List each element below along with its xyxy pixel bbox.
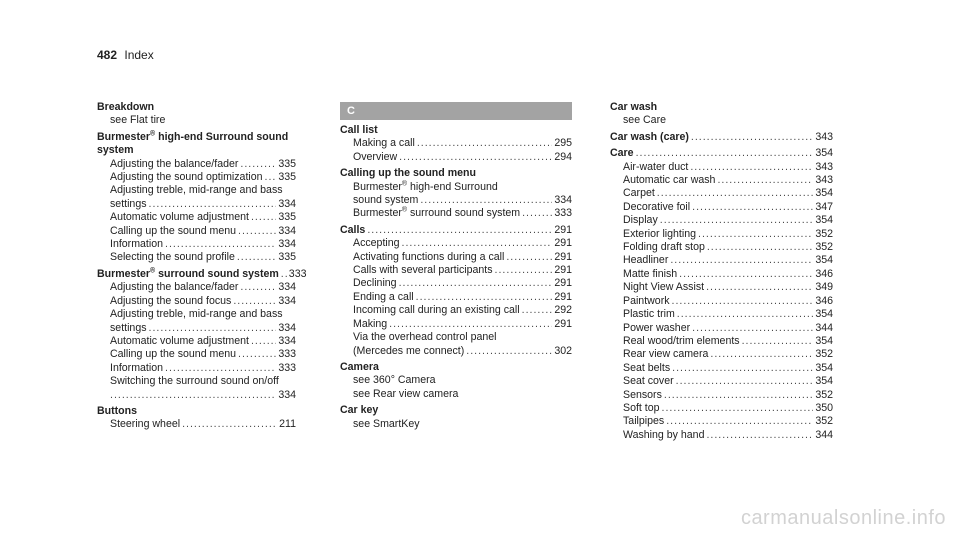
sub-entry[interactable]: Incoming call during an existing call ..... 292 xyxy=(340,304,572,317)
page-ref: 354 xyxy=(815,214,833,227)
sub-entry[interactable]: sound system ..... 334 xyxy=(340,194,572,207)
index-entry-calling-sound-menu xyxy=(340,167,572,221)
sub-entry[interactable]: Folding draft stop ..... 352 xyxy=(610,241,833,254)
page-ref: 291 xyxy=(554,317,572,330)
entry-heading: Call list xyxy=(340,124,378,136)
index-entry-buttons xyxy=(97,405,296,432)
index-entry-call-list xyxy=(340,124,572,164)
page-ref: 302 xyxy=(554,344,572,357)
page-ref: 333 xyxy=(278,361,296,374)
index-entry-camera xyxy=(340,361,572,401)
page-ref: 211 xyxy=(279,418,296,431)
sub-entry[interactable]: (Mercedes me connect) ..... 302 xyxy=(340,345,572,358)
page-ref: 349 xyxy=(815,281,833,294)
page-ref: 335 xyxy=(278,211,296,224)
entry-heading: Burmester® high-end Surround sound xyxy=(97,130,289,143)
sub-entry[interactable]: Ending a call ..... 291 xyxy=(340,291,572,304)
sub-entry[interactable]: Plastic trim ..... 354 xyxy=(610,308,833,321)
sub-entry[interactable]: Real wood/trim elements ..... 354 xyxy=(610,335,833,348)
index-entry-car-wash-care xyxy=(610,131,833,144)
page-ref: 334 xyxy=(278,334,296,347)
sub-entry[interactable]: Sensors ..... 352 xyxy=(610,389,833,402)
sub-entry[interactable]: settings ..... 334 xyxy=(97,322,296,335)
page-number: 482 xyxy=(97,48,118,62)
page-ref: 295 xyxy=(554,137,572,150)
page-ref: 294 xyxy=(554,150,572,163)
registered-mark: ® xyxy=(401,206,408,214)
page-ref: 352 xyxy=(815,348,833,361)
sub-entry[interactable]: Steering wheel ..... 211 xyxy=(97,418,296,431)
sub-entry[interactable]: Accepting ..... 291 xyxy=(340,237,572,250)
sub-entry[interactable]: Calls with several participants ..... 291 xyxy=(340,264,572,277)
sub-entry[interactable]: Calling up the sound menu ..... 333 xyxy=(97,348,296,361)
sub-entry[interactable]: Automatic volume adjustment ..... 334 xyxy=(97,335,296,348)
page-ref: 334 xyxy=(278,197,296,210)
page-ref: 333 xyxy=(288,267,307,280)
page-ref: 334 xyxy=(278,224,296,237)
page-ref: 334 xyxy=(278,294,296,307)
sub-entry[interactable]: Tailpipes ..... 352 xyxy=(610,415,833,428)
page-ref: 352 xyxy=(815,388,833,401)
sub-entry[interactable]: Paintwork ..... 346 xyxy=(610,295,833,308)
sub-entry[interactable]: Adjusting the balance/fader ..... 334 xyxy=(97,281,296,294)
page-ref: 335 xyxy=(278,251,296,264)
sub-entry-text: Adjusting treble, mid-range and bass xyxy=(110,184,283,197)
sub-entry[interactable]: Night View Assist ..... 349 xyxy=(610,281,833,294)
entry-heading[interactable]: Calls ..... 291 xyxy=(340,224,572,237)
page-ref: 347 xyxy=(815,200,833,213)
sub-entry[interactable]: Display ..... 354 xyxy=(610,214,833,227)
sub-entry[interactable] xyxy=(97,389,296,402)
page-ref: 292 xyxy=(554,304,572,317)
see-reference[interactable]: see 360° Camera xyxy=(353,374,436,387)
page-ref: 333 xyxy=(278,348,296,361)
see-reference[interactable]: see SmartKey xyxy=(353,417,420,430)
page-ref: 354 xyxy=(815,147,833,160)
page-ref: 352 xyxy=(815,241,833,254)
see-reference[interactable]: see Care xyxy=(623,114,666,127)
sub-entry[interactable]: Exterior lighting ..... 352 xyxy=(610,228,833,241)
sub-entry-text: Via the overhead control panel xyxy=(353,331,497,344)
page-ref: 354 xyxy=(815,361,833,374)
page-ref: 343 xyxy=(815,174,833,187)
page-ref: 354 xyxy=(815,375,833,388)
entry-heading: Car key xyxy=(340,404,379,417)
index-column-1 xyxy=(97,101,307,435)
entry-heading: Car wash xyxy=(610,101,658,113)
watermark-text: carmanualsonline.info xyxy=(740,507,946,529)
entry-heading[interactable]: Car wash (care) ..... 343 xyxy=(610,131,833,144)
sub-entry[interactable]: Carpet ..... 354 xyxy=(610,187,833,200)
sub-entry[interactable]: Seat cover ..... 354 xyxy=(610,375,833,388)
page-ref: 291 xyxy=(554,223,572,236)
index-entry-car-key xyxy=(340,404,572,431)
sub-entry[interactable]: Making ..... 291 xyxy=(340,318,572,331)
sub-entry[interactable]: Power washer ..... 344 xyxy=(610,322,833,335)
sub-entry[interactable]: Headliner ..... 354 xyxy=(610,254,833,267)
entry-heading: Breakdown xyxy=(97,101,155,113)
sub-entry[interactable]: Air-water duct ..... 343 xyxy=(610,161,833,174)
registered-mark: ® xyxy=(150,130,156,138)
sub-entry[interactable]: Rear view camera ..... 352 xyxy=(610,348,833,361)
page-ref: 334 xyxy=(278,238,296,251)
sub-entry[interactable]: Activating functions during a call ..... 291 xyxy=(340,251,572,264)
page-ref: 334 xyxy=(278,321,296,334)
entry-heading[interactable]: Burmester® surround sound system ..... 333 xyxy=(97,268,296,281)
index-entry-calls xyxy=(340,224,572,358)
index-entry-care xyxy=(610,147,833,442)
index-column-2 xyxy=(340,102,572,434)
page-ref: 333 xyxy=(554,207,572,220)
entry-heading[interactable]: Care ..... 354 xyxy=(610,147,833,160)
sub-entry[interactable]: Matte finish ..... 346 xyxy=(610,268,833,281)
page-ref: 334 xyxy=(554,194,572,207)
sub-entry[interactable]: Automatic car wash ..... 343 xyxy=(610,174,833,187)
sub-entry[interactable]: Adjusting the balance/fader ..... 335 xyxy=(97,158,296,171)
page-ref: 352 xyxy=(815,415,833,428)
sub-entry-text: Burmester® high-end Surround xyxy=(353,180,498,193)
page-ref: 291 xyxy=(554,237,572,250)
sub-entry[interactable]: Burmester® surround sound system ..... 333 xyxy=(340,207,572,220)
page-ref: 354 xyxy=(815,334,833,347)
sub-entry[interactable]: Soft top ..... 350 xyxy=(610,402,833,415)
section-letter-bar: C xyxy=(340,102,572,120)
page-ref: 350 xyxy=(815,401,833,414)
page-ref: 352 xyxy=(815,227,833,240)
page-ref: 291 xyxy=(554,277,572,290)
index-entry-car-wash xyxy=(610,101,833,128)
sub-entry[interactable]: Adjusting the sound focus ..... 334 xyxy=(97,295,296,308)
see-reference[interactable]: see Rear view camera xyxy=(353,387,459,400)
sub-entry[interactable]: Adjusting the sound optimization ..... 335 xyxy=(97,171,296,184)
page-title: Index xyxy=(124,48,154,62)
sub-entry[interactable]: Calling up the sound menu ..... 334 xyxy=(97,225,296,238)
sub-entry[interactable]: Selecting the sound profile ..... 335 xyxy=(97,251,296,264)
page-ref: 354 xyxy=(815,308,833,321)
sub-entry-text: Adjusting treble, mid-range and bass xyxy=(110,308,283,321)
sub-entry[interactable]: Decorative foil ..... 347 xyxy=(610,201,833,214)
index-entry-breakdown xyxy=(97,101,296,128)
entry-heading: Buttons xyxy=(97,404,138,417)
sub-entry[interactable]: Seat belts ..... 354 xyxy=(610,362,833,375)
entry-heading: Camera xyxy=(340,360,379,373)
sub-entry[interactable]: Information ..... 334 xyxy=(97,238,296,251)
sub-entry[interactable]: Making a call ..... 295 xyxy=(340,137,572,150)
page-ref: 354 xyxy=(815,187,833,200)
page-ref: 335 xyxy=(278,171,296,184)
page-ref: 343 xyxy=(815,160,833,173)
page-ref: 291 xyxy=(554,250,572,263)
page-ref: 344 xyxy=(815,321,833,334)
entry-heading: Calling up the sound menu xyxy=(340,167,476,180)
sub-entry[interactable]: Automatic volume adjustment ..... 335 xyxy=(97,211,296,224)
index-entry-burmester-surround xyxy=(97,267,307,402)
page-ref: 291 xyxy=(554,264,572,277)
page-ref: 354 xyxy=(815,254,833,267)
index-column-3 xyxy=(610,101,833,445)
registered-mark: ® xyxy=(150,267,156,275)
entry-heading-cont: system xyxy=(97,144,134,157)
page-ref: 291 xyxy=(554,290,572,303)
registered-mark: ® xyxy=(401,180,408,188)
page-ref: 335 xyxy=(278,157,296,170)
sub-entry-text: Switching the surround sound on/off xyxy=(110,375,279,388)
see-reference[interactable]: see Flat tire xyxy=(110,114,166,127)
page-ref: 334 xyxy=(278,281,296,294)
index-entry-burmester-high-end xyxy=(97,131,296,265)
sub-entry[interactable]: Washing by hand ..... 344 xyxy=(610,429,833,442)
page-ref: 346 xyxy=(815,294,833,307)
sub-entry[interactable]: settings ..... 334 xyxy=(97,198,296,211)
sub-entry[interactable]: Overview ..... 294 xyxy=(340,151,572,164)
page-ref: 344 xyxy=(815,428,833,441)
page-ref: 334 xyxy=(278,388,296,401)
page-header xyxy=(97,48,154,62)
page-ref: 346 xyxy=(815,267,833,280)
page-ref: 343 xyxy=(815,130,833,143)
sub-entry[interactable]: Declining ..... 291 xyxy=(340,277,572,290)
sub-entry[interactable]: Information ..... 333 xyxy=(97,362,296,375)
